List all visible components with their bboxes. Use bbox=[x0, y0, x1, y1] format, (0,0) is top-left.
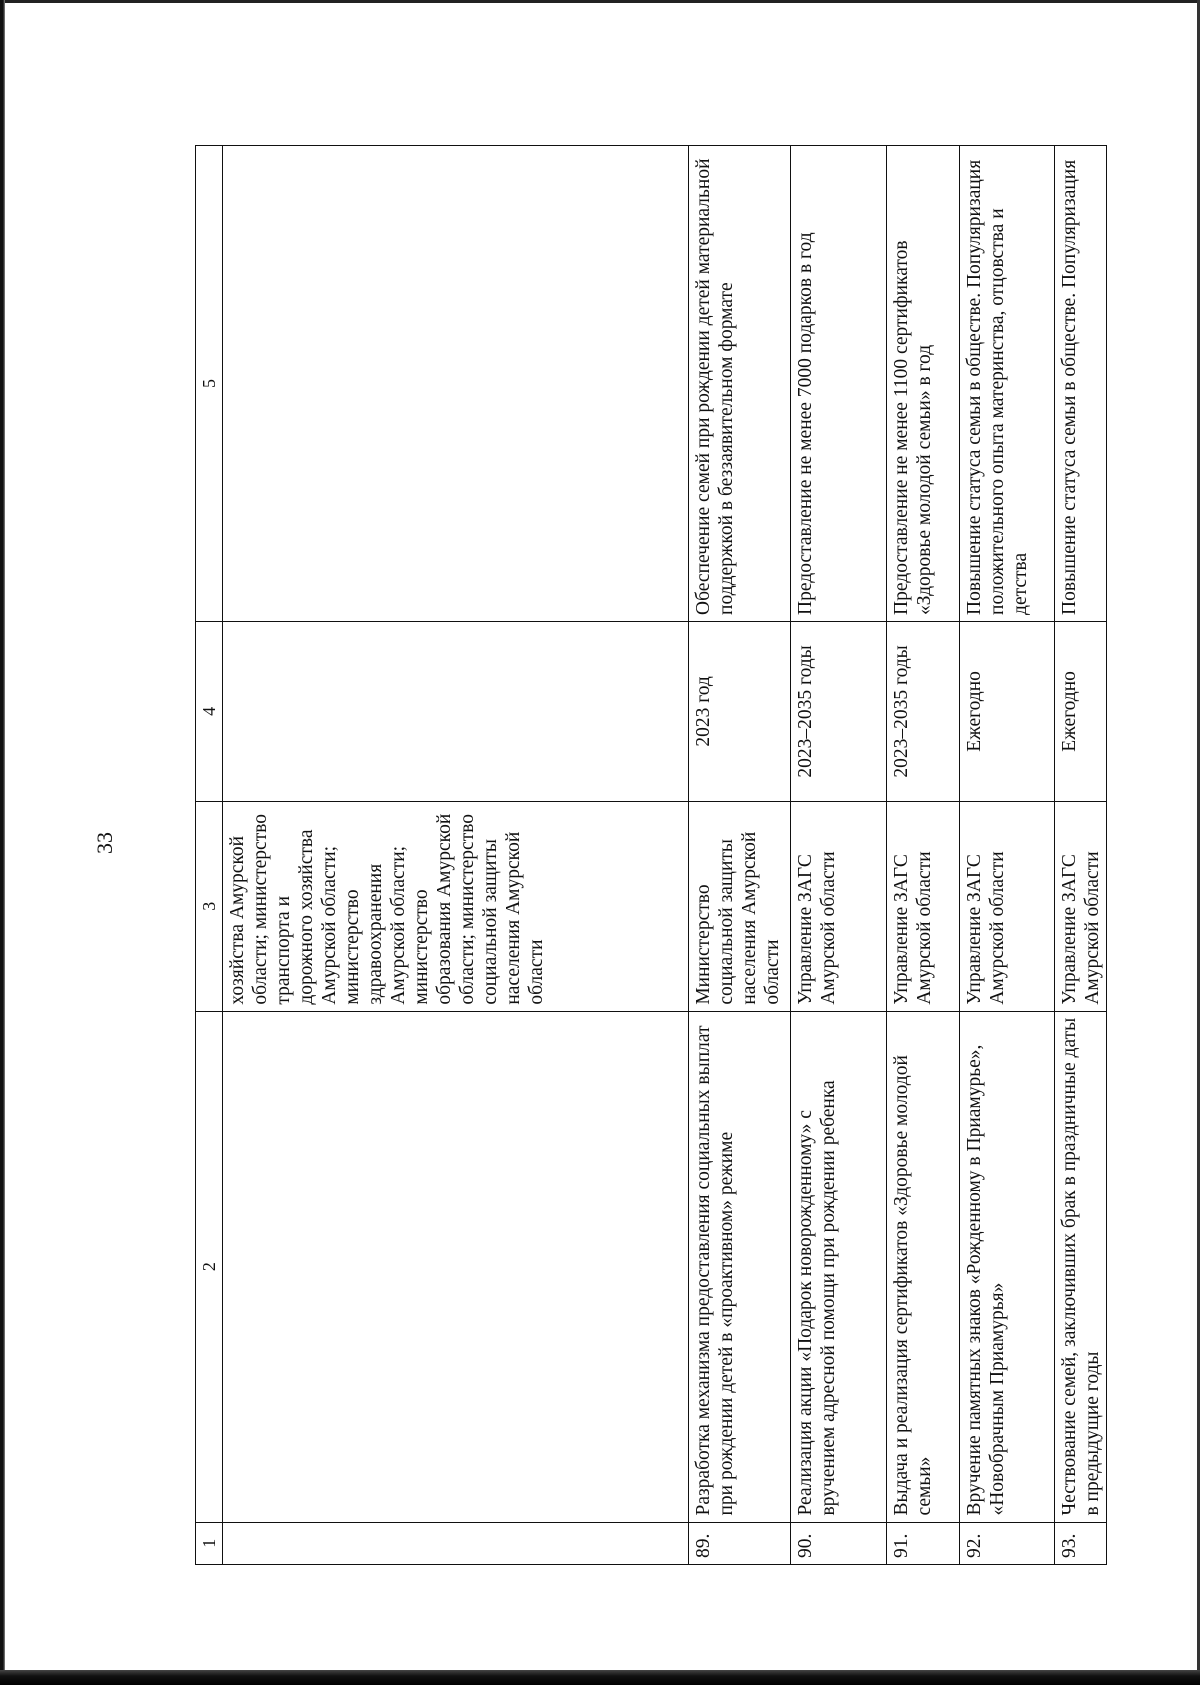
table-row-continuation bbox=[223, 146, 689, 1565]
cell-period bbox=[223, 621, 689, 801]
header-col-3: 3 bbox=[196, 801, 223, 1011]
page-number: 33 bbox=[92, 832, 117, 854]
cell-executor: Управление ЗАГС Амурской области bbox=[960, 801, 1055, 1011]
cell-executor: хозяйства Амурской области; министерство транспорта и дорожного хозяйства Амурской области; министерство здравоохранения Амурской области; министерство образования Амурской области; министерство социальной защиты населения Амурской области bbox=[223, 801, 689, 1011]
cell-result: Предоставление не менее 1100 сертификатов «Здоровье молодой семьи» в год bbox=[887, 146, 960, 622]
cell-executor: Управление ЗАГС Амурской области bbox=[791, 801, 887, 1011]
header-col-2: 2 bbox=[196, 1011, 223, 1522]
cell-executor: Управление ЗАГС Амурской области bbox=[887, 801, 960, 1011]
table-row bbox=[887, 146, 960, 1565]
cell-executor: Министерство социальной защиты населения Амурской области bbox=[689, 801, 791, 1011]
scan-edge-left bbox=[0, 0, 5, 1685]
rotated-table-container bbox=[195, 145, 1103, 1565]
cell-measure bbox=[223, 1011, 689, 1522]
scan-edge-bottom bbox=[0, 1670, 1200, 1685]
header-col-5: 5 bbox=[196, 146, 223, 622]
cell-measure: Разработка механизма предоставления социальных выплат при рождении детей в «проактивном» режиме bbox=[689, 1011, 791, 1522]
cell-result: Обеспечение семей при рождении детей материальной поддержкой в беззаявительном формате bbox=[689, 146, 791, 622]
cell-period: 2023–2035 годы bbox=[887, 621, 960, 801]
cell-num: 92. bbox=[960, 1522, 1055, 1564]
cell-measure: Вручение памятных знаков «Рожденному в Приамурье», «Новобрачным Приамурья» bbox=[960, 1011, 1055, 1522]
cell-num: 90. bbox=[791, 1522, 887, 1564]
cell-period: Ежегодно bbox=[960, 621, 1055, 801]
cell-period: 2023–2035 годы bbox=[791, 621, 887, 801]
cell-period: Ежегодно bbox=[1055, 621, 1107, 801]
table-header-row bbox=[196, 146, 223, 1565]
cell-executor: Управление ЗАГС Амурской области bbox=[1055, 801, 1107, 1011]
table-row bbox=[1055, 146, 1107, 1565]
cell-result bbox=[223, 146, 689, 622]
table-row bbox=[791, 146, 887, 1565]
header-col-4: 4 bbox=[196, 621, 223, 801]
header-col-1: 1 bbox=[196, 1522, 223, 1564]
cell-num: 89. bbox=[689, 1522, 791, 1564]
cell-num: 93. bbox=[1055, 1522, 1107, 1564]
cell-measure: Выдача и реализация сертификатов «Здоровье молодой семьи» bbox=[887, 1011, 960, 1522]
cell-num: 91. bbox=[887, 1522, 960, 1564]
cell-measure: Чествование семей, заключивших брак в праздничные даты в предыдущие годы bbox=[1055, 1011, 1107, 1522]
scan-edge-top bbox=[0, 0, 1200, 3]
cell-result: Повышение статуса семьи в обществе. Популяризация положительного опыта материнства, отцовства и детства bbox=[960, 146, 1055, 622]
cell-result: Повышение статуса семьи в обществе. Популяризация bbox=[1055, 146, 1107, 622]
cell-result: Предоставление не менее 7000 подарков в год bbox=[791, 146, 887, 622]
cell-measure: Реализация акции «Подарок новорожденному» с вручением адресной помощи при рождении ребенка bbox=[791, 1011, 887, 1522]
table-row bbox=[960, 146, 1055, 1565]
table-row bbox=[689, 146, 791, 1565]
measures-table bbox=[195, 145, 1107, 1565]
cell-period: 2023 год bbox=[689, 621, 791, 801]
cell-num bbox=[223, 1522, 689, 1564]
